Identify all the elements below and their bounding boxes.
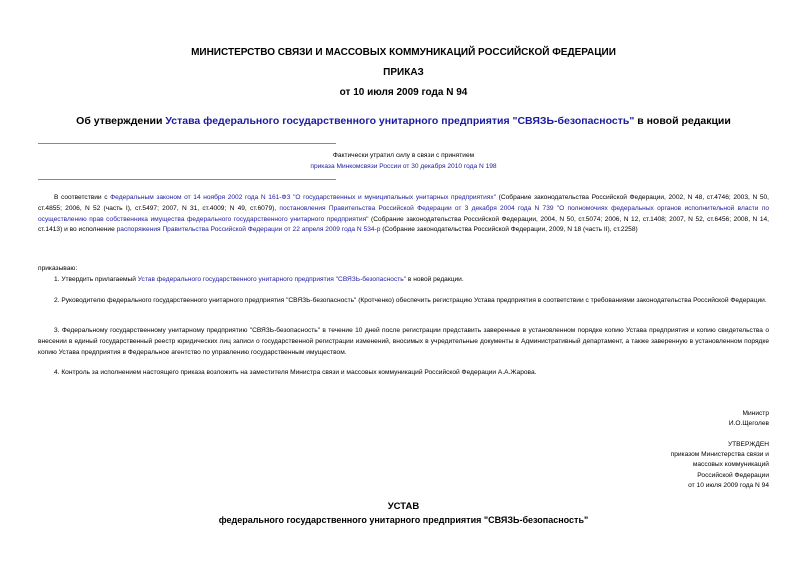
divider-bottom xyxy=(38,179,336,180)
approval-block xyxy=(569,440,769,491)
signature-block xyxy=(569,409,769,429)
ministry-heading: МИНИСТЕРСТВО СВЯЗИ И МАССОВЫХ КОММУНИКАЦИЙ РОССИЙСКОЙ ФЕДЕРАЦИИ xyxy=(191,47,616,58)
charter-link[interactable]: Устав федерального государственного унитарного предприятия "СВЯЗЬ-безопасность" xyxy=(137,276,407,283)
approval-line-1: УТВЕРЖДЕН xyxy=(727,441,769,448)
item-1 xyxy=(38,275,769,286)
preamble-paragraph xyxy=(38,193,769,236)
charter-title: УСТАВ xyxy=(387,501,420,512)
preamble-text-2: (Собрание законодательства Российской Федерации, 2002, N 48, ст.4746; 2003, N 50, ст.4855; 2006, N 52 (часть I), ст.5497; 2007, N 31, ст.4009; N 49, ст.6079), xyxy=(38,194,770,212)
item-1-prefix: 1. Утвердить прилагаемый xyxy=(54,276,138,283)
preamble-text-3: (Собрание законодательства Российской Федерации, 2004, N 50, ст.5074; 2006, N 12, ст.1408; 2007, N 52, ст.6456; 2008, N 14, ст.1413) и во исполнение xyxy=(38,215,769,234)
federal-law-link[interactable]: Федеральным законом от 14 ноября 2002 года N 161-ФЗ "О государственных и муниципальных унитарных предприятиях" xyxy=(110,194,497,201)
orders-word: приказываю: xyxy=(38,265,78,272)
government-order-link[interactable]: распоряжения Правительства Российской Федерации от 22 апреля 2009 года N 534-р xyxy=(116,226,381,234)
date-number-heading: от 10 июля 2009 года N 94 xyxy=(339,87,468,98)
doc-type-heading: ПРИКАЗ xyxy=(383,67,424,78)
approval-line-5: от 10 июля 2009 года N 94 xyxy=(688,481,769,489)
approval-line-4: Российской Федерации xyxy=(697,471,769,479)
signature-position: Министр xyxy=(742,410,769,417)
approval-line-2: приказом Министерства связи и xyxy=(670,451,769,459)
item-1-suffix: в новой редакции. xyxy=(406,276,464,283)
charter-subtitle: федерального государственного унитарного предприятия "СВЯЗЬ-безопасность" xyxy=(218,515,589,525)
item-4: 4. Контроль за исполнением настоящего приказа возложить на заместителя Министра связи и массовых коммуникаций Российской Федерации А.А.Жарова. xyxy=(54,369,537,376)
preamble-text-4: (Собрание законодательства Российской Федерации, 2009, N 18 (часть II), ст.2258) xyxy=(380,226,638,234)
approval-line-3: массовых коммуникаций xyxy=(692,461,769,469)
item-3: 3. Федеральному государственному унитарному предприятию "СВЯЗЬ-безопасность" в течение 10 дней после регистрации представить заверенные в установленном порядке копию Устава предприятия и копию свидетельства о внесении в единый государственный реестр юридических лиц записи о государственной регистрации изменений, вносимых в учредительные документы в Административный департамент, а также заверенную в установленном порядке копию Устава предприятия в Федеральное агентство по управлению государственным имуществом. xyxy=(38,327,769,356)
status-note-link[interactable]: приказа Минкомсвязи России от 30 декабря 2010 года N 198 xyxy=(310,162,497,170)
document-title xyxy=(60,115,747,127)
title-prefix: Об утверждении xyxy=(76,115,166,127)
government-decree-link[interactable]: постановления Правительства Российской Федерации от 3 декабря 2004 года N 739 "О полномочиях федеральных органов исполнительной власти по осуществлению прав собственника имущества федерального государственного унитарного предприятия" xyxy=(38,204,769,223)
title-suffix: в новой редакции xyxy=(634,115,731,127)
title-link[interactable]: Устава федерального государственного унитарного предприятия "СВЯЗЬ-безопасность" xyxy=(165,115,635,127)
status-note xyxy=(200,151,607,172)
signature-name: И.О.Щеголев xyxy=(728,420,769,428)
status-note-text: Фактически утратил силу в связи с принятием xyxy=(332,152,475,159)
preamble-text-1: В соответствии с xyxy=(54,194,111,201)
divider-top xyxy=(38,143,336,144)
item-2: 2. Руководителю федерального государственного унитарного предприятия "СВЯЗЬ-безопасность" (Кротченко) обеспечить регистрацию Устава предприятия в соответствии с требованиями законодательства Российской Федерации. xyxy=(54,297,767,304)
